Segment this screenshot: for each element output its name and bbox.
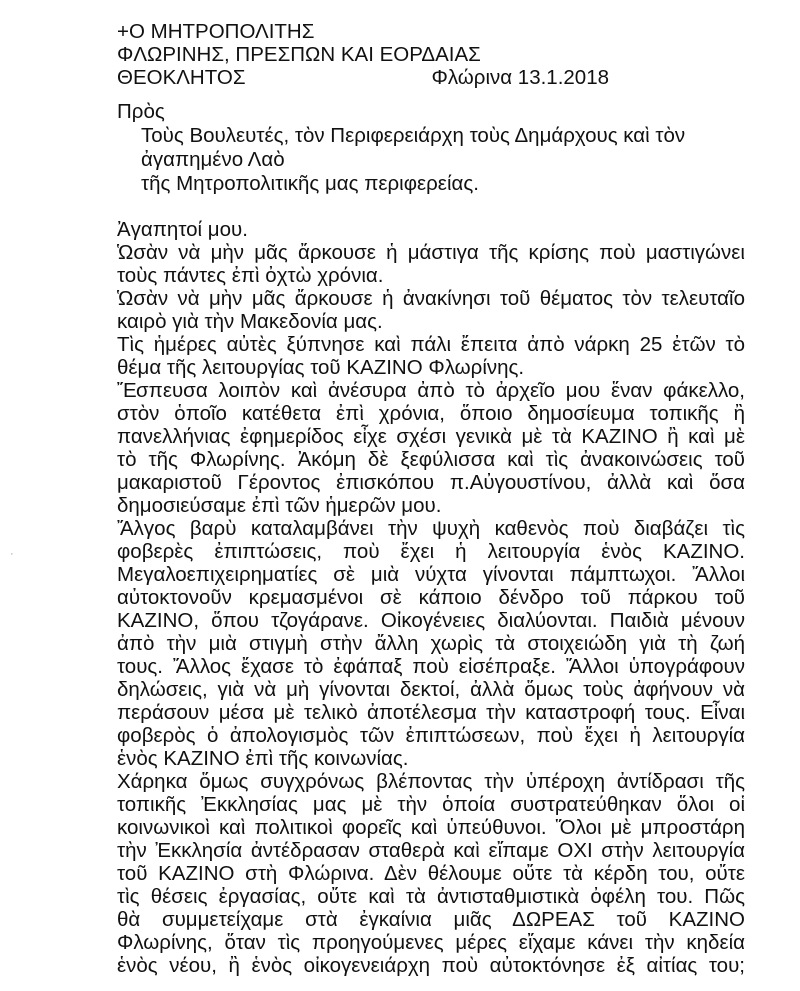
to-label: Πρὸς <box>117 100 165 123</box>
body-line: δηλώσεις, γιὰ νὰ μὴ γίνονται δεκτοί, ἀλλὰ ὅμως τοὺς ἀφήνουν νὰ <box>117 678 745 701</box>
body-line: ἑνὸς νέου, ἢ ἑνὸς οἰκογενειάρχη ποὺ αὐτοκτόνησε ἐξ αἰτίας του; <box>117 954 745 977</box>
body-line: τὸ τῆς Φλωρίνης. Ἀκόμη δὲ ξεφύλισσα καὶ τὶς ἀνακοινώσεις τοῦ <box>117 448 745 471</box>
body-line: κοινωνικοὶ καὶ πολιτικοὶ φορεῖς καὶ ὑπεύθυνοι. Ὅλοι μὲ μπροστάρη <box>117 816 745 839</box>
body-line: τοπικῆς Ἐκκλησίας μας μὲ τὴν ὁποία συστρατεύθηκαν ὅλοι οἱ <box>117 793 745 816</box>
header-diocese-line: ΦΛΩΡΙΝΗΣ, ΠΡΕΣΠΩΝ ΚΑΙ ΕΟΡΔΑΙΑΣ <box>117 43 481 66</box>
body-line: ΚΑΖΙΝΟ, ὅπου τζογάρανε. Οἰκογένειες διαλύονται. Παιδιὰ μένουν <box>117 609 745 632</box>
body-line: Ὡσὰν νὰ μὴν μᾶς ἄρκουσε ἡ μάστιγα τῆς κρίσης ποὺ μαστιγώνει <box>117 241 745 264</box>
letter-header <box>117 20 747 89</box>
body-line: τοῦ ΚΑΖΙΝΟ στὴ Φλώρινα. Δὲν θέλουμε οὔτε τὰ κέρδη του, οὔτε <box>117 862 745 885</box>
body-line: φοβερὸς ὁ ἀπολογισμὸς τῶν ἐπιπτώσεων, ποὺ ἔχει ἡ λειτουργία <box>117 724 745 747</box>
body-line: Ὡσὰν νὰ μὴν μᾶς ἄρκουσε ἡ ἀνακίνησι τοῦ θέματος τὸν τελευταῖο <box>117 287 745 310</box>
body-line: Ἄλγος βαρὺ καταλαμβάνει τὴν ψυχὴ καθενὸς ποὺ διαβάζει τὶς <box>117 517 745 540</box>
body-line: περάσουν μέσα μὲ τελικὸ ἀποτέλεσμα τὴν καταστροφή τους. Εἶναι <box>117 701 745 724</box>
body-line: δημοσιεύσαμε ἐπὶ τῶν ἡμερῶν μου. <box>117 494 442 517</box>
body-line: Τὶς ἡμέρες αὐτὲς ξύπνησε καὶ πάλι ἔπειτα ἀπὸ νάρκη 25 ἐτῶν τὸ <box>117 333 745 356</box>
body-line: φοβερὲς ἐπιπτώσεις, ποὺ ἔχει ἡ λειτουργία ἑνὸς ΚΑΖΙΝΟ. <box>117 540 745 563</box>
recipients-block <box>117 100 747 196</box>
body-line: στὸν ὁποῖο κατέθετα ἐπὶ χρόνια, ὅποιο δημοσίευμα τοπικῆς ἢ <box>117 402 745 425</box>
recipients-line-2: ἀγαπημένο Λαὸ <box>141 148 285 171</box>
body-line: θέμα τῆς λειτουργίας τοῦ ΚΑΖΙΝΟ Φλωρίνης. <box>117 356 525 379</box>
place-date: Φλώρινα 13.1.2018 <box>431 66 609 89</box>
body-line: θὰ συμμετείχαμε στὰ ἐγκαίνια μιᾶς ΔΩΡΕΑΣ τοῦ ΚΑΖΙΝΟ <box>117 908 745 931</box>
header-title-line: +Ο ΜΗΤΡΟΠΟΛΙΤΗΣ <box>117 20 315 43</box>
body-line: μακαριστοῦ Γέροντος ἐπισκόπου π.Αὐγουστίνου, ἀλλὰ καὶ ὅσα <box>117 471 745 494</box>
body-line: τοὺς πάντες ἐπὶ ὀχτὼ χρόνια. <box>117 264 384 287</box>
body-line: Ἀγαπητοί μου. <box>117 218 248 241</box>
scan-speck: · <box>10 548 14 560</box>
body-line: πανελλήνιας ἐφημερίδος εἶχε σχέσι γενικὰ μὲ τὰ ΚΑΖΙΝΟ ἢ καὶ μὲ <box>117 425 745 448</box>
body-line: ἑνὸς ΚΑΖΙΝΟ ἐπὶ τῆς κοινωνίας. <box>117 747 409 770</box>
body-line: Φλωρίνης, ὅταν τὶς προηγούμενες μέρες εἴχαμε κάνει τὴν κηδεία <box>117 931 745 954</box>
body-line: καιρὸ γιὰ τὴν Μακεδονία μας. <box>117 310 383 333</box>
recipients-line-3: τῆς Μητροπολιτικῆς μας περιφερείας. <box>141 172 479 195</box>
body-line: Χάρηκα ὅμως συγχρόνως βλέποντας τὴν ὑπέροχη ἀντίδρασι τῆς <box>117 770 745 793</box>
body-line: αὐτοκτονοῦν κρεμασμένοι σὲ κάποιο δένδρο τοῦ πάρκου τοῦ <box>117 586 745 609</box>
recipients-line-1: Τοὺς Βουλευτές, τὸν Περιφερειάρχη τοὺς Δημάρχους καὶ τὸν <box>141 124 686 147</box>
body-line: τους. Ἄλλος ἔχασε τὸ ἐφάπαξ ποὺ εἰσέπραξε. Ἄλλοι ὑπογράφουν <box>117 655 745 678</box>
body-line: Μεγαλοεπιχειρηματίες σὲ μιὰ νύχτα γίνονται πάμπτωχοι. Ἄλλοι <box>117 563 745 586</box>
body-line: Ἔσπευσα λοιπὸν καὶ ἀνέσυρα ἀπὸ τὸ ἀρχεῖο μου ἕναν φάκελλο, <box>117 379 745 402</box>
body-line: τὴν Ἐκκλησία ἀντέδρασαν σταθερὰ καὶ εἴπαμε ΟΧΙ στὴν λειτουργία <box>117 839 745 862</box>
header-signature-line <box>117 66 609 89</box>
body-line: τὶς θέσεις ἐργασίας, οὔτε καὶ τὰ ἀντισταθμιστικὰ ὀφέλη του. Πῶς <box>117 885 745 908</box>
letter-body <box>117 218 745 977</box>
metropolitan-name: ΘΕΟΚΛΗΤΟΣ <box>117 66 246 89</box>
body-line: ἀπὸ τὴν μιὰ στιγμὴ στὴν ἄλλη χωρὶς τὰ στοιχειώδη γιὰ τὴ ζωή <box>117 632 745 655</box>
